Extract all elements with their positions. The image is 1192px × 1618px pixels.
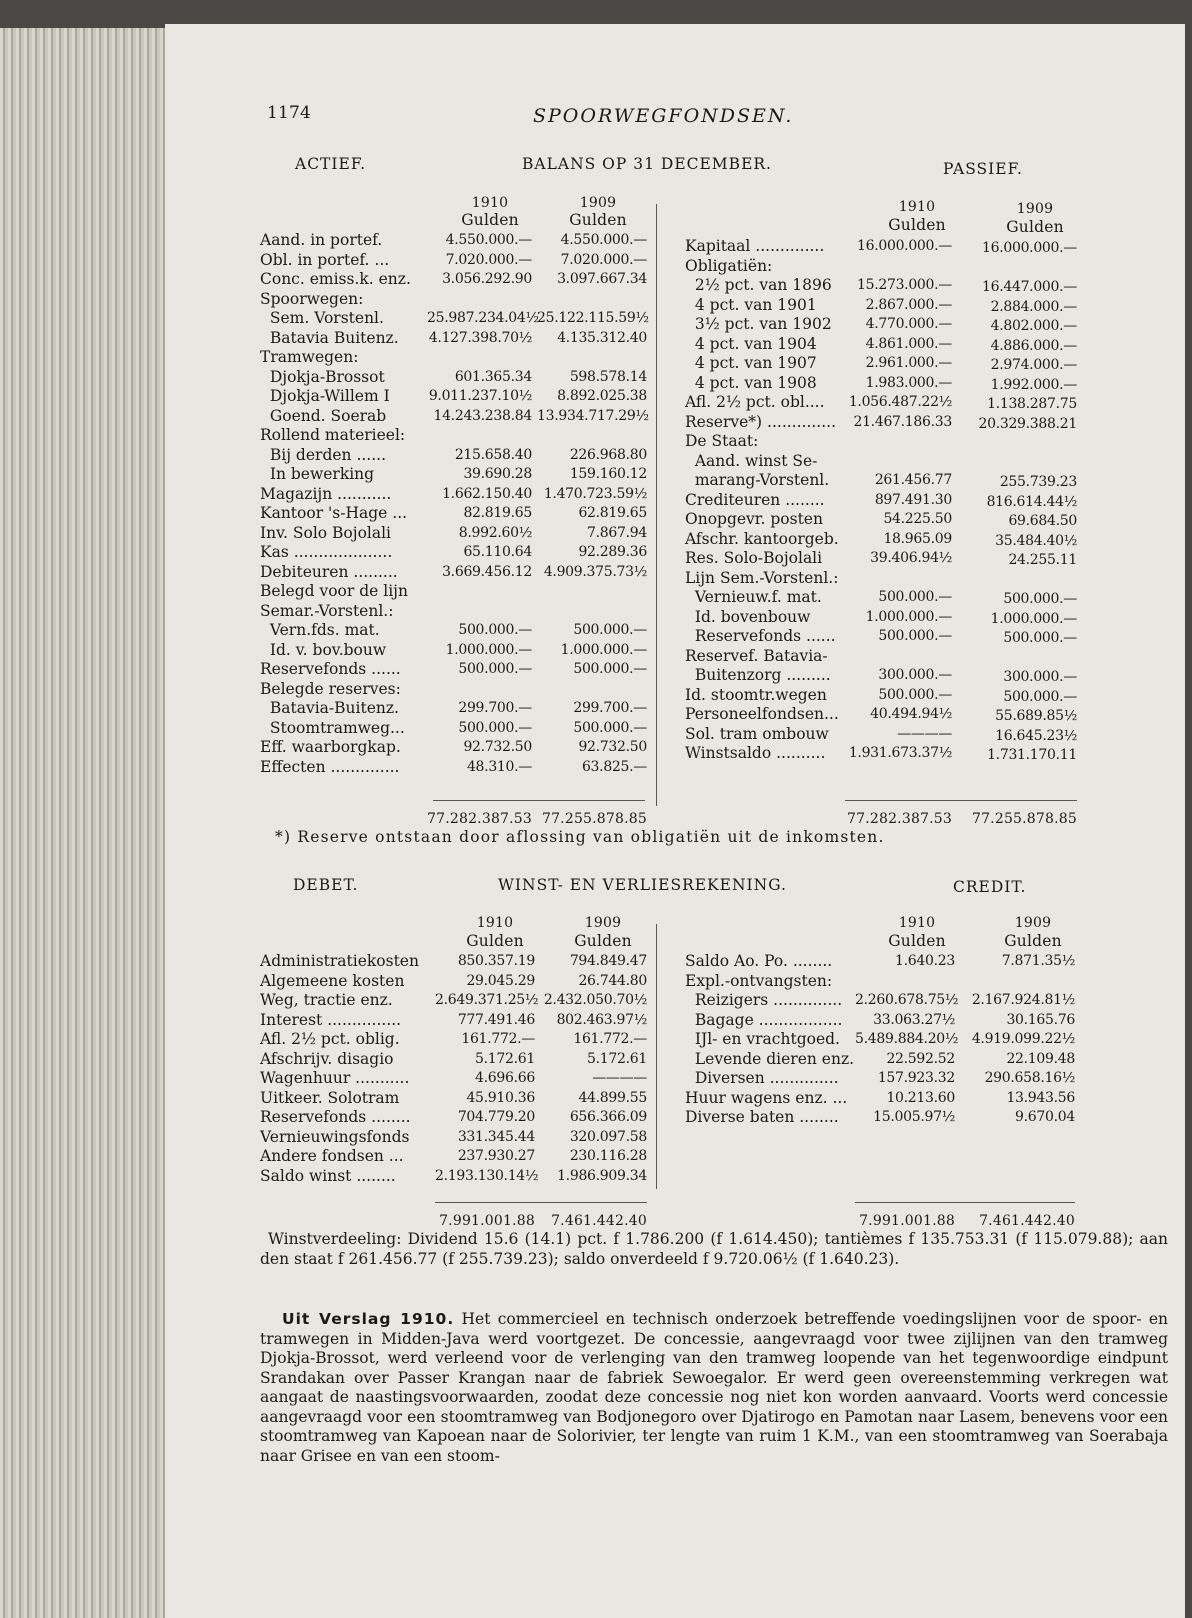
passief-label: 4 pct. van 1908 xyxy=(685,373,817,392)
credit-value: 290.658.16½ xyxy=(984,1070,1075,1086)
debet-value: 331.345.44 xyxy=(457,1128,535,1145)
actief-value: 4.550.000.— xyxy=(445,232,532,248)
winstverdeeling: Winstverdeeling: Dividend 15.6 (14.1) pct. f 1.786.200 (f 1.614.450); tantièmes f 135.753.31 (f 115.079.88); aan den staat f 261.456.77 (f 255.739.23); saldo onverdeeld f 9.720.06½ (f 1.640.23). xyxy=(260,1230,1168,1268)
passief-value: 15.273.000.— xyxy=(856,277,952,293)
passief-value: 2.867.000.— xyxy=(865,296,952,313)
passief-value: 1.138.287.75 xyxy=(987,396,1077,412)
actief-value xyxy=(427,426,532,446)
credit-value: 4.919.099.22½ xyxy=(971,1031,1075,1047)
credit-value: 1.640.23 xyxy=(895,953,955,969)
passief-value: 1.056.487.22½ xyxy=(848,394,952,410)
passief-value: 2.974.000.— xyxy=(990,357,1077,373)
actief-value: 3.669.456.12 xyxy=(442,563,532,580)
passief-value: 300.000.— xyxy=(878,667,952,683)
actief-value xyxy=(537,680,647,700)
passief-label: Res. Solo-Bojolali xyxy=(685,549,823,567)
passief-value xyxy=(847,452,952,472)
credit-label: Levende dieren enz. xyxy=(685,1049,855,1068)
passief-label: Id. bovenbouw xyxy=(685,607,811,626)
credit-label: Diversen .............. xyxy=(685,1069,839,1087)
actief-value: 25.122.115.59½ xyxy=(537,310,649,326)
actief-values-1909 xyxy=(537,231,647,777)
page-number: 1174 xyxy=(267,103,312,123)
debet-value: 2.649.371.25½ xyxy=(435,992,539,1008)
passief-value: 500.000.— xyxy=(1003,688,1077,705)
debet-unit-1910: Gulden xyxy=(466,932,524,950)
debet-value: 802.463.97½ xyxy=(556,1011,647,1028)
credit-value: 22.109.48 xyxy=(1006,1050,1075,1067)
passief-label: Afl. 2½ pct. obl.... xyxy=(685,393,825,411)
actief-value: 82.819.65 xyxy=(463,505,532,521)
passief-value: 500.000.— xyxy=(878,686,952,703)
actief-value: 500.000.— xyxy=(458,661,532,677)
debet-label: Algemeene kosten xyxy=(260,971,405,990)
debet-total-1910: 7.991.001.88 xyxy=(439,1213,535,1229)
passief-value: 300.000.— xyxy=(1003,669,1077,685)
passief-total-1910: 77.282.387.53 xyxy=(847,811,953,827)
passief-value: 1.931.673.37½ xyxy=(848,745,952,761)
actief-value: 500.000.— xyxy=(458,719,532,736)
actief-value: 500.000.— xyxy=(458,622,532,638)
actief-label: Belegd voor de lijn xyxy=(260,582,408,600)
debet-value: 44.899.55 xyxy=(578,1089,647,1106)
debet-year-1910: 1910 xyxy=(476,915,514,931)
debet-heading: DEBET. xyxy=(293,876,359,894)
passief-label: Vernieuw.f. mat. xyxy=(685,588,822,606)
verslag-label: Uit Verslag 1910. xyxy=(282,1310,455,1328)
actief-year-1909: 1909 xyxy=(579,195,617,211)
credit-label: Expl.-ontvangsten: xyxy=(685,971,833,990)
actief-value: 598.578.14 xyxy=(569,368,647,385)
actief-label: Conc. emiss.k. enz. xyxy=(260,270,411,288)
actief-value: 1.000.000.— xyxy=(445,641,532,658)
actief-value: 500.000.— xyxy=(573,622,647,638)
passief-value: 261.456.77 xyxy=(874,472,952,488)
debet-value: 656.366.09 xyxy=(569,1109,647,1125)
credit-year-1910: 1910 xyxy=(898,915,936,931)
debet-label: Uitkeer. Solotram xyxy=(260,1088,400,1107)
actief-label: Spoorwegen: xyxy=(260,289,364,308)
passief-label: marang-Vorstenl. xyxy=(685,471,830,489)
debet-label: Weg, tractie enz. xyxy=(260,991,393,1009)
actief-value: 65.110.64 xyxy=(463,544,532,560)
passief-value: 16.645.23½ xyxy=(995,727,1077,744)
credit-value: 5.489.884.20½ xyxy=(855,1031,959,1047)
actief-year-1910: 1910 xyxy=(471,195,509,211)
passief-value: 16.000.000.— xyxy=(981,240,1077,256)
actief-value: 1.662.150.40 xyxy=(442,485,532,502)
passief-label: 3½ pct. van 1902 xyxy=(685,315,832,333)
passief-value: 500.000.— xyxy=(878,589,952,605)
pl-divider xyxy=(656,924,657,1189)
credit-value: 30.165.76 xyxy=(1006,1011,1075,1028)
passief-heading: PASSIEF. xyxy=(943,160,1023,178)
passief-label: Aand. winst Se- xyxy=(685,451,818,470)
debet-value: 1.986.909.34 xyxy=(557,1167,647,1184)
passief-value: 1.983.000.— xyxy=(865,374,952,391)
actief-value: 48.310.— xyxy=(466,758,532,775)
actief-value: 7.020.000.— xyxy=(445,251,532,268)
verslag-paragraph xyxy=(260,1310,1168,1466)
passief-label: 2½ pct. van 1896 xyxy=(685,276,832,294)
passief-value xyxy=(965,649,1077,669)
actief-value: 159.160.12 xyxy=(569,466,647,482)
actief-value: 601.365.34 xyxy=(454,368,532,385)
credit-value xyxy=(963,972,1075,992)
actief-label: Batavia-Buitenz. xyxy=(260,699,399,717)
actief-label: Bij derden ...... xyxy=(260,445,387,464)
debet-value: 5.172.61 xyxy=(475,1050,535,1067)
actief-value: 4.127.398.70½ xyxy=(428,329,532,346)
actief-value: 8.892.025.38 xyxy=(557,388,647,404)
passief-label: Buitenzorg ......... xyxy=(685,666,831,684)
passief-label: Onopgevr. posten xyxy=(685,510,823,528)
debet-value: 704.779.20 xyxy=(457,1109,535,1125)
credit-value: 2.167.924.81½ xyxy=(971,992,1075,1008)
credit-value: 10.213.60 xyxy=(886,1089,955,1106)
debet-label: Vernieuwingsfonds xyxy=(260,1127,410,1146)
passief-label: Reserve*) .............. xyxy=(685,412,837,431)
passief-value: 4.886.000.— xyxy=(990,337,1077,354)
actief-value: 25.987.234.04½ xyxy=(427,310,539,326)
passief-value xyxy=(847,257,952,277)
actief-total-1910: 77.282.387.53 xyxy=(427,811,533,827)
debet-value: 794.849.47 xyxy=(569,953,647,969)
passief-value: 18.965.09 xyxy=(883,530,952,547)
passief-value xyxy=(965,434,1077,454)
debet-label: Reservefonds ........ xyxy=(260,1108,411,1126)
credit-value: 33.063.27½ xyxy=(873,1011,955,1028)
actief-value: 4.135.312.40 xyxy=(557,329,647,346)
actief-value: 92.289.36 xyxy=(578,544,647,560)
actief-value: 4.550.000.— xyxy=(560,232,647,248)
credit-label: Diverse baten ........ xyxy=(685,1108,839,1126)
debet-labels xyxy=(260,952,450,1186)
actief-value: 62.819.65 xyxy=(578,505,647,521)
passief-value: 816.614.44½ xyxy=(986,493,1077,510)
actief-label: In bewerking xyxy=(260,465,375,483)
passief-label: 4 pct. van 1901 xyxy=(685,295,817,314)
passief-value: 39.406.94½ xyxy=(870,550,952,566)
debet-value: 320.097.58 xyxy=(569,1128,647,1145)
passief-value: 897.491.30 xyxy=(874,491,952,508)
passief-value xyxy=(965,571,1077,591)
passief-value: 1.000.000.— xyxy=(990,610,1077,627)
passief-label: Reservef. Batavia- xyxy=(685,646,828,665)
passief-value: 1.000.000.— xyxy=(865,608,952,625)
actief-value xyxy=(537,602,647,622)
actief-label: Djokja-Brossot xyxy=(260,367,385,386)
debet-label: Wagenhuur ........... xyxy=(260,1069,410,1087)
credit-value: 22.592.52 xyxy=(886,1050,955,1067)
actief-total-rule xyxy=(433,800,645,801)
passief-label: Kapitaal .............. xyxy=(685,237,825,255)
actief-value xyxy=(427,290,532,310)
actief-labels xyxy=(260,231,435,777)
actief-label: Semar.-Vorstenl.: xyxy=(260,601,394,620)
actief-unit-1910: Gulden xyxy=(461,211,519,229)
debet-label: Afschrijv. disagio xyxy=(260,1049,394,1068)
actief-label: Effecten .............. xyxy=(260,757,400,776)
actief-value xyxy=(537,290,647,310)
passief-total-1909: 77.255.878.85 xyxy=(971,811,1077,827)
actief-heading: ACTIEF. xyxy=(295,155,367,173)
passief-value: 4.770.000.— xyxy=(865,316,952,332)
debet-value: 850.357.19 xyxy=(457,953,535,969)
actief-value xyxy=(427,582,532,602)
passief-value: 1.731.170.11 xyxy=(987,747,1077,763)
passief-label: 4 pct. van 1904 xyxy=(685,334,817,353)
debet-value: 26.744.80 xyxy=(578,972,647,989)
passief-value: 500.000.— xyxy=(1003,630,1077,646)
passief-value: 21.467.186.33 xyxy=(853,413,952,430)
actief-value: 299.700.— xyxy=(458,700,532,716)
balance-title: BALANS OP 31 DECEMBER. xyxy=(522,155,772,173)
credit-total-rule xyxy=(855,1202,1075,1203)
debet-value: 230.116.28 xyxy=(569,1148,647,1164)
actief-value: 299.700.— xyxy=(573,700,647,716)
actief-value: 14.243.238.84 xyxy=(433,407,532,424)
passief-label: Winstsaldo .......... xyxy=(685,744,826,762)
credit-label: Saldo Ao. Po. ........ xyxy=(685,952,833,970)
debet-label: Interest ............... xyxy=(260,1010,402,1029)
actief-label: Aand. in portef. xyxy=(260,231,383,249)
actief-label: Rollend materieel: xyxy=(260,426,406,444)
passief-label: Lijn Sem.-Vorstenl.: xyxy=(685,568,839,587)
debet-value: 5.172.61 xyxy=(587,1050,647,1067)
actief-value: 1.000.000.— xyxy=(560,641,647,658)
debet-value: 2.432.050.70½ xyxy=(543,992,647,1008)
actief-value xyxy=(427,602,532,622)
passief-value: 16.000.000.— xyxy=(856,238,952,254)
passief-value xyxy=(965,454,1077,474)
credit-label: IJl- en vrachtgoed. xyxy=(685,1030,840,1048)
debet-total-rule xyxy=(435,1202,647,1203)
passief-unit-1909: Gulden xyxy=(1006,218,1064,236)
actief-value: 3.097.667.34 xyxy=(557,271,647,287)
actief-label: Stoomtramweg... xyxy=(260,718,405,737)
credit-label: Reizigers .............. xyxy=(685,991,843,1009)
actief-value: 500.000.— xyxy=(573,661,647,677)
actief-value: 63.825.— xyxy=(581,758,647,775)
credit-values-1910 xyxy=(855,952,959,1128)
passief-value: 55.689.85½ xyxy=(995,708,1077,724)
credit-values-1909 xyxy=(963,952,1075,1128)
actief-value: 92.732.50 xyxy=(463,739,532,755)
passief-value: 1.992.000.— xyxy=(990,376,1077,393)
actief-label: Obl. in portef. ... xyxy=(260,250,390,269)
actief-label: Eff. waarborgkap. xyxy=(260,738,401,756)
passief-value: 2.961.000.— xyxy=(865,355,952,371)
actief-value: 500.000.— xyxy=(573,719,647,736)
actief-value: 92.732.50 xyxy=(578,739,647,755)
actief-value: 226.968.80 xyxy=(569,446,647,463)
actief-label: Reservefonds ...... xyxy=(260,660,401,678)
actief-value xyxy=(537,348,647,368)
debet-value: 45.910.36 xyxy=(466,1089,535,1106)
debet-value: 777.491.46 xyxy=(457,1011,535,1028)
debet-total-1909: 7.461.442.40 xyxy=(551,1213,647,1229)
passief-label: Sol. tram ombouw xyxy=(685,724,829,743)
actief-label: Kas .................... xyxy=(260,543,393,561)
actief-value: 7.867.94 xyxy=(587,524,647,541)
passief-value xyxy=(847,647,952,667)
debet-value: ———— xyxy=(592,1070,647,1086)
actief-label: Kantoor 's-Hage ... xyxy=(260,504,408,522)
debet-label: Andere fondsen ... xyxy=(260,1147,404,1165)
debet-label: Saldo winst ........ xyxy=(260,1166,396,1185)
actief-value xyxy=(427,680,532,700)
actief-label: Belegde reserves: xyxy=(260,679,401,698)
book-page-edges xyxy=(0,28,175,1618)
credit-label: Bagage ................. xyxy=(685,1010,843,1029)
credit-unit-1910: Gulden xyxy=(888,932,946,950)
actief-label: Vern.fds. mat. xyxy=(260,621,380,639)
passief-value: 35.484.40½ xyxy=(995,532,1077,549)
passief-value: 69.684.50 xyxy=(1008,513,1077,529)
actief-value: 9.011.237.10½ xyxy=(428,388,532,404)
passief-year-1910: 1910 xyxy=(898,199,936,215)
actief-label: Goend. Soerab xyxy=(260,406,387,425)
actief-value: 215.658.40 xyxy=(454,446,532,463)
actief-label: Batavia Buitenz. xyxy=(260,328,399,347)
actief-value: 8.992.60½ xyxy=(458,524,532,541)
credit-value: 13.943.56 xyxy=(1006,1089,1075,1106)
actief-label: Magazijn ........... xyxy=(260,484,392,503)
debet-value: 161.772.— xyxy=(573,1031,647,1047)
actief-value xyxy=(537,582,647,602)
actief-value: 13.934.717.29½ xyxy=(537,407,649,424)
credit-label: Huur wagens enz. ... xyxy=(685,1088,848,1107)
passief-value: 40.494.94½ xyxy=(870,706,952,722)
passief-value: 20.329.388.21 xyxy=(978,415,1077,432)
passief-value: 16.447.000.— xyxy=(981,279,1077,295)
credit-total-1909: 7.461.442.40 xyxy=(979,1213,1075,1229)
actief-value: 7.020.000.— xyxy=(560,251,647,268)
passief-label: Afschr. kantoorgeb. xyxy=(685,529,839,548)
actief-value: 3.056.292.90 xyxy=(442,271,532,287)
pl-title: WINST- EN VERLIESREKENING. xyxy=(498,876,787,894)
debet-label: Afl. 2½ pct. oblig. xyxy=(260,1030,400,1048)
running-title: SPOORWEGFONDSEN. xyxy=(533,105,794,127)
credit-value: 15.005.97½ xyxy=(873,1109,955,1125)
actief-value: 4.909.375.73½ xyxy=(543,563,647,580)
passief-values-1910 xyxy=(847,237,952,764)
passief-total-rule xyxy=(845,800,1077,801)
credit-unit-1909: Gulden xyxy=(1004,932,1062,950)
debet-value: 2.193.130.14½ xyxy=(435,1167,539,1184)
passief-value xyxy=(847,432,952,452)
credit-value xyxy=(855,972,955,992)
actief-label: Id. v. bov.bouw xyxy=(260,640,387,659)
debet-value: 161.772.— xyxy=(461,1031,535,1047)
balance-footnote: *) Reserve ontstaan door aflossing van obligatiën uit de inkomsten. xyxy=(275,828,885,846)
passief-value xyxy=(965,259,1077,279)
debet-label: Administratiekosten xyxy=(260,952,419,970)
actief-label: Djokja-Willem I xyxy=(260,387,390,405)
book-page xyxy=(165,24,1185,1618)
credit-labels xyxy=(685,952,875,1128)
passief-label: Personeelfondsen... xyxy=(685,705,839,723)
passief-label: Crediteuren ........ xyxy=(685,490,825,509)
passief-values-1909 xyxy=(965,239,1077,766)
actief-unit-1909: Gulden xyxy=(569,211,627,229)
actief-value: 1.470.723.59½ xyxy=(543,485,647,502)
actief-values-1910 xyxy=(427,231,539,777)
passief-value: ———— xyxy=(897,725,952,742)
debet-values-1909 xyxy=(542,952,647,1186)
debet-unit-1909: Gulden xyxy=(574,932,632,950)
passief-value: 500.000.— xyxy=(1003,591,1077,607)
passief-label: Obligatiën: xyxy=(685,256,773,275)
debet-values-1910 xyxy=(435,952,539,1186)
passief-label: Reservefonds ...... xyxy=(685,627,836,645)
passief-labels xyxy=(685,237,870,764)
credit-value: 2.260.678.75½ xyxy=(855,992,959,1008)
passief-unit-1910: Gulden xyxy=(888,216,946,234)
passief-value: 2.884.000.— xyxy=(990,298,1077,315)
credit-value: 157.923.32 xyxy=(877,1070,955,1086)
debet-value: 237.930.27 xyxy=(457,1148,535,1164)
actief-value xyxy=(427,348,532,368)
debet-year-1909: 1909 xyxy=(584,915,622,931)
passief-year-1909: 1909 xyxy=(1016,201,1054,217)
credit-heading: CREDIT. xyxy=(953,878,1027,896)
passief-label: Id. stoomtr.wegen xyxy=(685,685,827,704)
credit-value: 9.670.04 xyxy=(1015,1109,1075,1125)
credit-value: 7.871.35½ xyxy=(1001,953,1075,969)
passief-value: 4.861.000.— xyxy=(865,335,952,352)
verslag-text: Het commercieel en technisch onderzoek betreffende voedingslijnen voor de spoor- en tramwegen in Midden-Java werd voortgezet. De concessie, aangevraagd voor twee zijlijnen van den tramweg Djokja-Brossot, werd verleend voor de verlenging van den tramweg loopende van het tegenwoordige eindpunt Srandakan over Passer Krangan naar de fabriek Sewoegalor. Er werd geen overeenstemming verkregen wat aangaat de naastingsvoorwaarden, zoodat deze concessie nog niet kon worden aanvaard. Voorts werd concessie aangevraagd voor een stoomtramweg van Bodjonegoro over Djatirogo en Pamotan naar Lasem, benevens voor een stoomtramweg van Kapoean naar de Solorivier, ter lengte van ruim 1 K.M., van een stoomtramweg van Soerabaja naar Grisee en van een stoom- xyxy=(260,1310,1169,1465)
credit-year-1909: 1909 xyxy=(1014,915,1052,931)
actief-label: Sem. Vorstenl. xyxy=(260,309,384,327)
debet-value: 29.045.29 xyxy=(466,972,535,989)
actief-value xyxy=(537,426,647,446)
actief-label: Inv. Solo Bojolali xyxy=(260,523,392,542)
debet-value: 4.696.66 xyxy=(475,1070,535,1086)
passief-value: 255.739.23 xyxy=(999,474,1077,490)
passief-label: 4 pct. van 1907 xyxy=(685,354,817,372)
actief-total-1909: 77.255.878.85 xyxy=(541,811,647,827)
passief-label: De Staat: xyxy=(685,432,759,450)
actief-label: Tramwegen: xyxy=(260,348,359,366)
actief-value: 39.690.28 xyxy=(463,466,532,482)
passief-value: 4.802.000.— xyxy=(990,318,1077,334)
passief-value: 24.255.11 xyxy=(1008,552,1077,568)
passief-value xyxy=(847,569,952,589)
balance-divider xyxy=(656,204,657,806)
passief-value: 54.225.50 xyxy=(883,511,952,527)
passief-value: 500.000.— xyxy=(878,628,952,644)
credit-total-1910: 7.991.001.88 xyxy=(859,1213,955,1229)
actief-label: Debiteuren ......... xyxy=(260,562,398,581)
